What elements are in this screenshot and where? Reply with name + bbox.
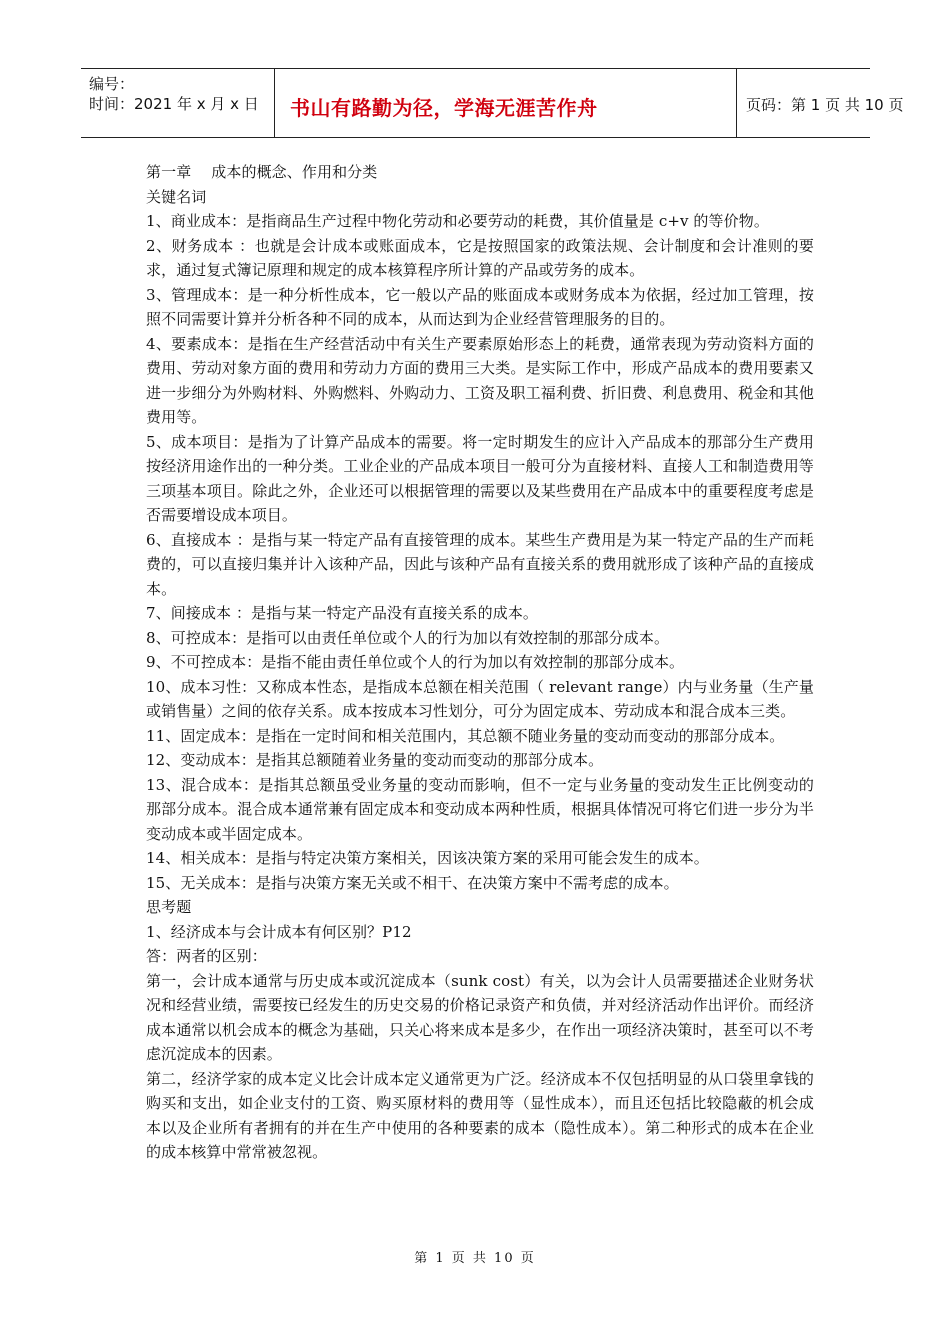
term-paragraph: 2、财务成本 ：也就是会计成本或账面成本，它是按照国家的政策法规、会计制度和会计准则的要求，通过复式簿记原理和规定的成本核算程序所计算的产品或劳务的成本。 bbox=[146, 236, 814, 279]
section-heading-key-terms: 关键名词 bbox=[146, 187, 207, 206]
answer-paragraph: 第一，会计成本通常与历史成本或沉淀成本（sunk cost）有关，以为会计人员需要描述企业财务状况和经营业绩，需要按已经发生的历史交易的价格记录资产和负债，并对经济活动作出评价。而经济成本通常以机会成本的概念为基础，只关心将来成本是多少，在作出一项经济决策时，甚至可以不考虑沉淀成本的因素。 bbox=[146, 971, 814, 1063]
term-paragraph: 10、成本习性：又称成本性态，是指成本总额在相关范围（ relevant range）内与业务量（生产量或销售量）之间的依存关系。成本按成本习性划分，可分为固定成本、劳动成本和混合成本三类。 bbox=[146, 677, 814, 720]
term-paragraph: 8、可控成本：是指可以由责任单位或个人的行为加以有效控制的那部分成本。 bbox=[146, 628, 670, 647]
term-paragraph: 14、相关成本：是指与特定决策方案相关，因该决策方案的采用可能会发生的成本。 bbox=[146, 849, 709, 867]
header-motto: 书山有路勤为径，学海无涯苦作舟 bbox=[290, 96, 598, 120]
header-right-cell bbox=[738, 69, 904, 137]
term-paragraph: 4、要素成本：是指在生产经营活动中有关生产要素原始形态上的耗费，通常表现为劳动资料方面的费用、劳动对象方面的费用和劳动力方面的费用三大类。是实际工作中，形成产品成本的费用要素又进一步细分为外购材料、外购燃料、外购动力、工资及职工福利费、折旧费、利息费用、税金和其他费用等。 bbox=[146, 334, 814, 426]
document-body bbox=[146, 160, 814, 1165]
term-paragraph: 12、变动成本：是指其总额随着业务量的变动而变动的那部分成本。 bbox=[146, 751, 604, 769]
term-paragraph: 9、不可控成本：是指不能由责任单位或个人的行为加以有效控制的那部分成本。 bbox=[146, 653, 685, 671]
answer-paragraph: 第二，经济学家的成本定义比会计成本定义通常更为广泛。经济成本不仅包括明显的从口袋里拿钱的购买和支出，如企业支付的工资、购买原材料的费用等（显性成本），而且还包括比较隐蔽的机会成本以及企业所有者拥有的并在生产中使用的各种要素的成本（隐性成本）。第二种形式的成本在企业的成本核算中常常被忽视。 bbox=[146, 1069, 814, 1161]
document-date: 时间：2021 年 x 月 x 日 bbox=[89, 95, 259, 113]
term-paragraph: 7、间接成本 ：是指与某一特定产品没有直接关系的成本。 bbox=[146, 604, 539, 622]
page-footer: 第 1 页 共 10 页 bbox=[414, 1251, 536, 1266]
term-paragraph: 15、无关成本：是指与决策方案无关或不相干、在决策方案中不需考虑的成本。 bbox=[146, 873, 679, 892]
answer-paragraph: 答：两者的区别： bbox=[146, 947, 267, 965]
page-header bbox=[81, 68, 904, 138]
header-motto-cell bbox=[276, 69, 737, 137]
term-paragraph: 13、混合成本：是指其总额虽受业务量的变动而影响，但不一定与业务量的变动发生正比例变动的那部分成本。混合成本通常兼有固定成本和变动成本两种性质，根据具体情况可将它们进一步分为半变动成本或半固定成本。 bbox=[146, 775, 814, 843]
document-code-label: 编号： bbox=[89, 75, 135, 93]
term-paragraph: 6、直接成本 ：是指与某一特定产品有直接管理的成本。某些生产费用是为某一特定产品的生产而耗费的，可以直接归集并计入该种产品，因此与该种产品有直接关系的费用就形成了该种产品的直接成本。 bbox=[146, 530, 814, 598]
question-paragraph: 1、经济成本与会计成本有何区别？P12 bbox=[146, 922, 412, 941]
header-page-info: 页码：第 1 页 共 10 页 bbox=[746, 96, 904, 114]
term-paragraph: 1、商业成本：是指商品生产过程中物化劳动和必要劳动的耗费，其价值量是 c+v 的等价物。 bbox=[146, 212, 769, 230]
term-paragraph: 3、管理成本：是一种分析性成本，它一般以产品的账面成本或财务成本为依据，经过加工管理，按照不同需要计算并分析各种不同的成本，从而达到为企业经营管理服务的目的。 bbox=[146, 285, 814, 328]
header-left-cell bbox=[81, 69, 275, 137]
section-heading-questions: 思考题 bbox=[146, 898, 192, 916]
chapter-title: 第一章 成本的概念、作用和分类 bbox=[146, 163, 378, 181]
term-paragraph: 5、成本项目：是指为了计算产品成本的需要。将一定时期发生的应计入产品成本的那部分生产费用按经济用途作出的一种分类。工业企业的产品成本项目一般可分为直接材料、直接人工和制造费用等三项基本项目。除此之外，企业还可以根据管理的需要以及某些费用在产品成本中的重要程度考虑是否需要增设成本项目。 bbox=[146, 432, 814, 524]
term-paragraph: 11、固定成本：是指在一定时间和相关范围内，其总额不随业务量的变动而变动的那部分成本。 bbox=[146, 726, 785, 745]
